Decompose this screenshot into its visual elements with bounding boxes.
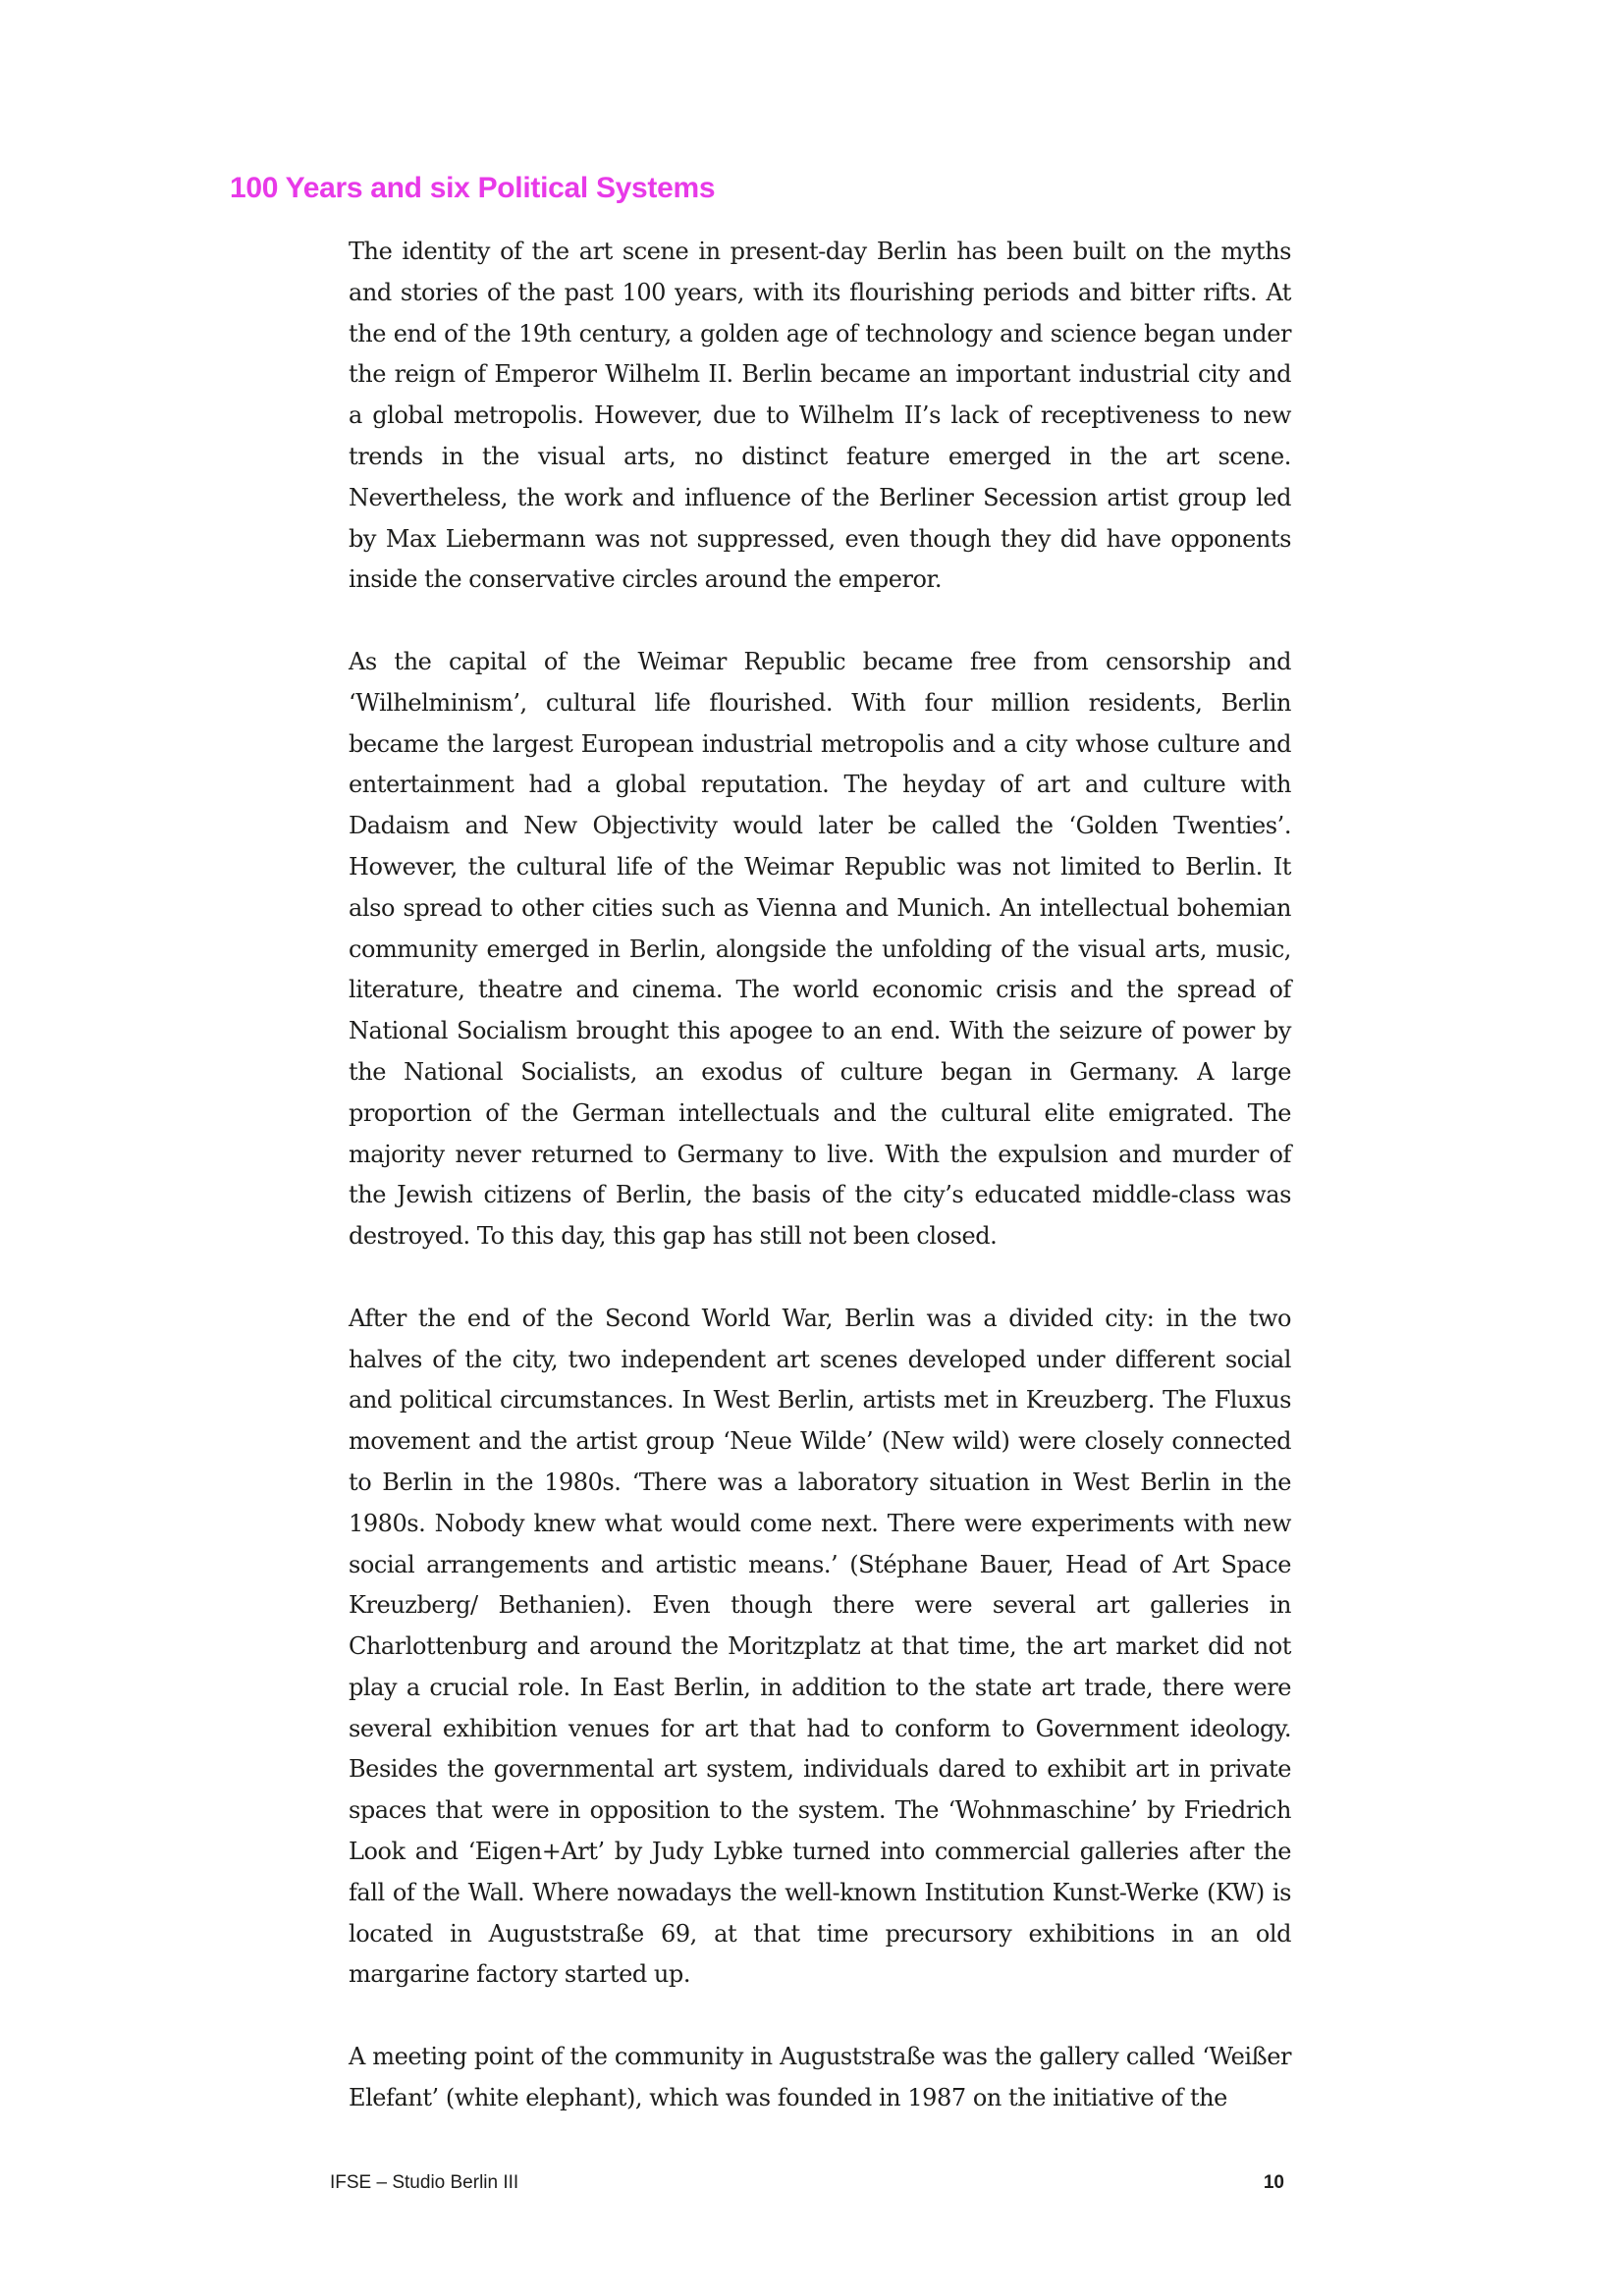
section-title: 100 Years and six Political Systems bbox=[230, 172, 716, 204]
footer-page-number: 10 bbox=[1263, 2172, 1284, 2193]
paragraph-1: The identity of the art scene in present-day Berlin has been built on the myths and stories of the past 100 years, with its flourishing periods and bitter rifts. At the end of the 19th century, a golden age of technology and science began under the reign of Emperor Wilhelm II. Berlin became an important industrial city and a global metropolis. However, due to Wilhelm II’s lack of receptiveness to new trends in the visual arts, no distinct feature emerged in the art scene. Nevertheless, the work and influence of the Berliner Secession artist group led by Max Liebermann was not suppressed, even though they did have opponents inside the conservative circles around the emperor. bbox=[349, 238, 1291, 594]
footer-publication: IFSE – Studio Berlin III bbox=[330, 2172, 519, 2193]
paragraph-3: After the end of the Second World War, Berlin was a divided city: in the two halves of the city, two independent art scenes developed under different social and political circumstances. In West Berlin, artists met in Kreuzberg. The Fluxus movement and the artist group ‘Neue Wilde’ (New wild) were closely connected to Berlin in the 1980s. ‘There was a laboratory situation in West Berlin in the 1980s. Nobody knew what would come next. There were experiments with new social arrangements and artistic means.’ (Stéphane Bauer, Head of Art Space Kreuzberg/ Bethanien). Even though there were several art galleries in Charlottenburg and around the Moritzplatz at that time, the art market did not play a crucial role. In East Berlin, in addition to the state art trade, there were several exhibition venues for art that had to conform to Government ideology. Besides the governmental art system, individuals dared to exhibit art in private spaces that were in opposition to the system. The ‘Wohnmaschine’ by Friedrich Look and ‘Eigen+Art’ by Judy Lybke turned into commercial galleries after the fall of the Wall. Where nowadays the well-known Institution Kunst-Werke (KW) is located in Auguststraße 69, at that time precursory exhibitions in an old margarine factory started up. bbox=[349, 1304, 1291, 1989]
body-text bbox=[349, 232, 1291, 2119]
paragraph-2: As the capital of the Weimar Republic became free from censorship and ‘Wilhelminism’, cultural life flourished. With four million residents, Berlin became the largest European industrial metropolis and a city whose culture and entertainment had a global reputation. The heyday of art and culture with Dadaism and New Objectivity would later be called the ‘Golden Twenties’. However, the cultural life of the Weimar Republic was not limited to Berlin. It also spread to other cities such as Vienna and Munich. An intellectual bohemian community emerged in Berlin, alongside the unfolding of the visual arts, music, literature, theatre and cinema. The world economic crisis and the spread of National Socialism brought this apogee to an end. With the seizure of power by the National Socialists, an exodus of culture began in Germany. A large proportion of the German intellectuals and the cultural elite emigrated. The majority never returned to Germany to live. With the expulsion and murder of the Jewish citizens of Berlin, the basis of the city’s educated middle-class was destroyed. To this day, this gap has still not been closed. bbox=[349, 647, 1291, 1251]
paragraph-4: A meeting point of the community in Auguststraße was the gallery called ‘Weißer Elefant’ (white elephant), which was founded in 1987 on the initiative of the bbox=[349, 2043, 1291, 2111]
